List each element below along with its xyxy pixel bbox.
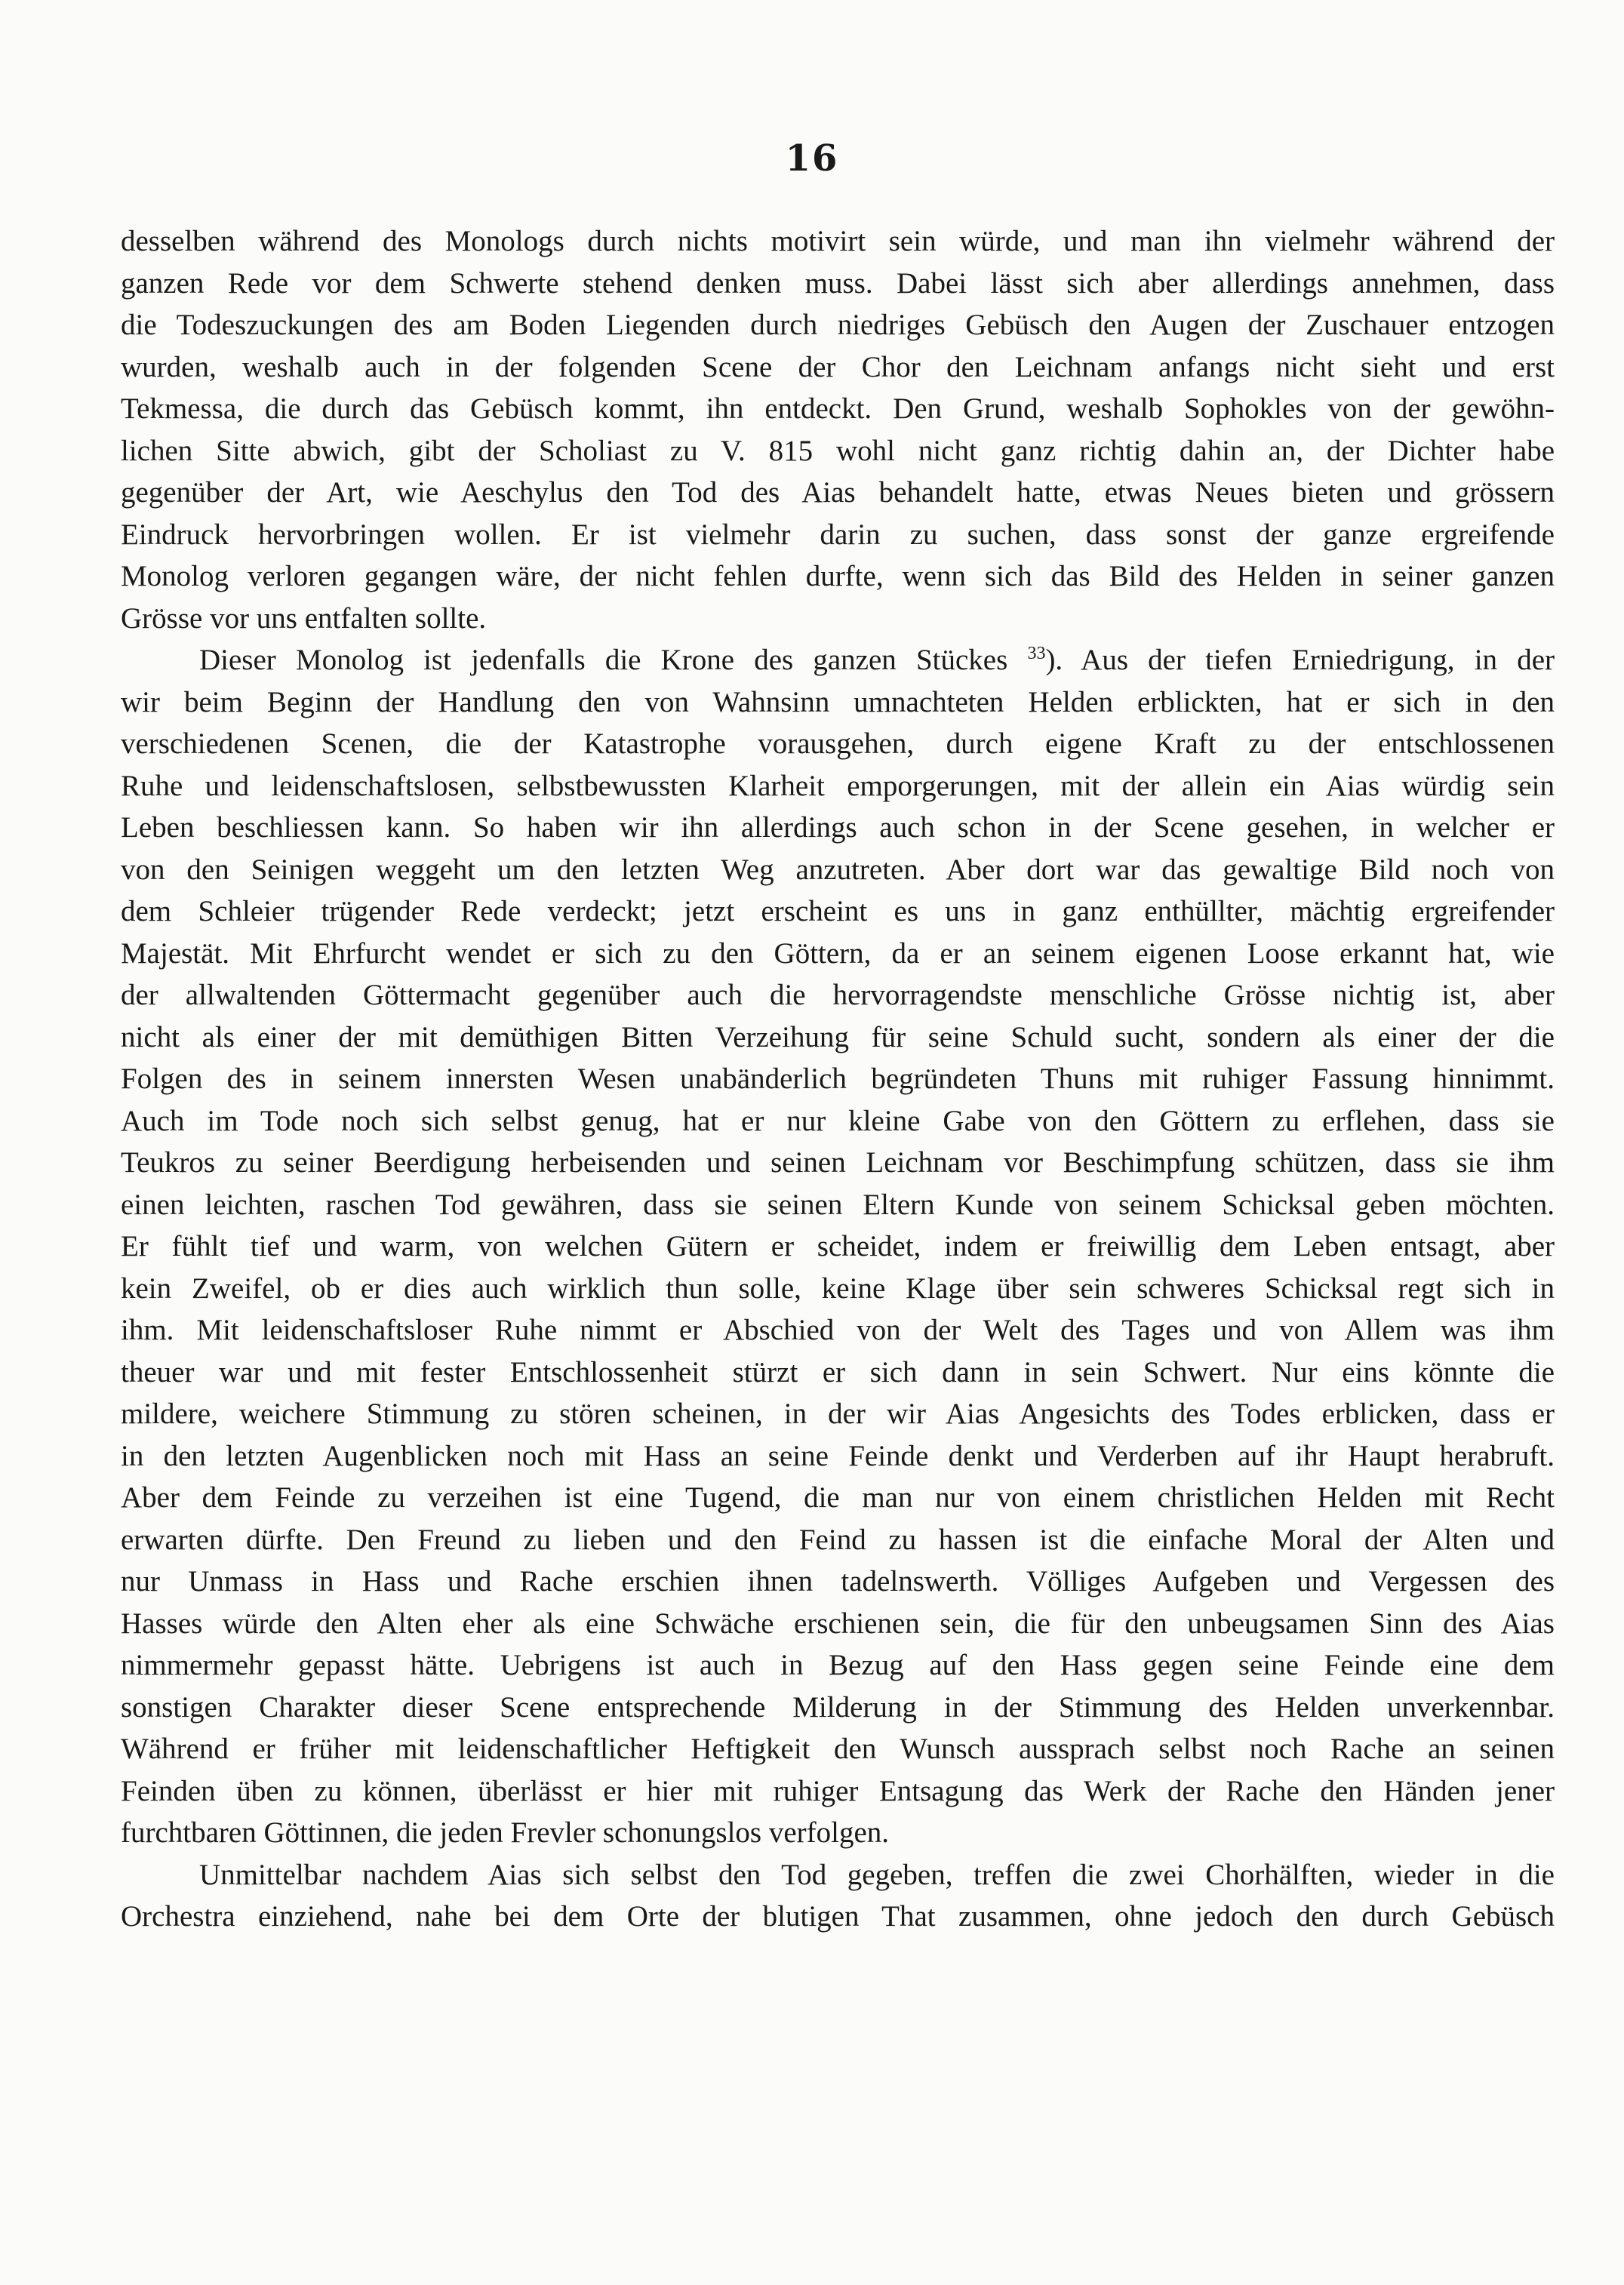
text-line: einen leichten, raschen Tod gewähren, dass sie seinen Eltern Kunde von seinem Schicksal geben möchten. [121,1188,1555,1221]
paragraph-end-line: furchtbaren Göttinnen, die jeden Frevler schonungslos verfolgen. [121,1816,890,1849]
text-line: Ruhe und leidenschaftslosen, selbstbewussten Klarheit emporgerungen, mit der allein ein Aias würdig sein [121,769,1555,802]
text-line: Monolog verloren gegangen wäre, der nicht fehlen durfte, wenn sich das Bild des Helden in seiner ganzen [121,560,1555,592]
paragraph-end-line: Grösse vor uns entfalten sollte. [121,601,487,635]
text-line: dem Schleier trügender Rede verdeckt; jetzt erscheint es uns in ganz enthüllter, mächtig ergreifender [121,895,1555,927]
text-line: wir beim Beginn der Handlung den von Wahnsinn umnachteten Helden erblickten, hat er sich in den [121,685,1555,718]
text-line: Aber dem Feinde zu verzeihen ist eine Tugend, die man nur von einem christlichen Helden mit Recht [121,1481,1555,1514]
text-line: ihm. Mit leidenschaftsloser Ruhe nimmt er Abschied von der Welt des Tages und von Allem was ihm [121,1314,1555,1346]
text-line: Feinden üben zu können, überlässt er hier mit ruhiger Entsagung das Werk der Rache den Händen jener [121,1774,1555,1807]
text-line: Majestät. Mit Ehrfurcht wendet er sich zu den Göttern, da er an seinem eigenen Loose erkannt hat, wie [121,936,1555,970]
text-line: gegenüber der Art, wie Aeschylus den Tod des Aias behandelt hatte, etwas Neues bieten und grössern [121,476,1555,509]
text-line: Folgen des in seinem innersten Wesen unabänderlich begründeten Thuns mit ruhiger Fassung hinnimmt. [121,1063,1555,1095]
text-line: Teukros zu seiner Beerdigung herbeisenden und seinen Leichnam vor Beschimpfung schützen, dass sie ihm [121,1146,1555,1179]
text-line: in den letzten Augenblicken noch mit Hass an seine Feinde denkt und Verderben auf ihr Haupt herabruft. [121,1439,1555,1472]
text-line: sonstigen Charakter dieser Scene entsprechende Milderung in der Stimmung des Helden unverkennbar. [121,1690,1555,1724]
text-line: lichen Sitte abwich, gibt der Scholiast zu V. 815 wohl nicht ganz richtig dahin an, der Dichter habe [121,434,1555,467]
text-line: erwarten dürfte. Den Freund zu lieben und den Feind zu hassen ist die einfache Moral der Alten und [121,1523,1555,1556]
text-line: nur Unmass in Hass und Rache erschien ihnen tadelnswerth. Völliges Aufgeben und Vergessen des [121,1565,1555,1598]
text-line: Während er früher mit leidenschaftlicher Heftigkeit den Wunsch aussprach selbst noch Rache an seinen [121,1733,1555,1765]
text-line: von den Seinigen weggeht um den letzten Weg anzutreten. Aber dort war das gewaltige Bild noch von [121,853,1555,886]
text-line: nimmermehr gepasst hätte. Uebrigens ist auch in Bezug auf den Hass gegen seine Feinde eine dem [121,1649,1555,1681]
text-line: nicht als einer der mit demüthigen Bitten Verzeihung für seine Schuld sucht, sondern als einer der die [121,1020,1555,1053]
text-line: Er fühlt tief und warm, von welchen Gütern er scheidet, indem er freiwillig dem Leben entsagt, aber [121,1230,1555,1262]
text-line: der allwaltenden Göttermacht gegenüber auch die hervorragendste menschliche Grösse nichtig ist, aber [121,979,1555,1011]
text-line: die Todeszuckungen des am Boden Liegenden durch niedriges Gebüsch den Augen der Zuschauer entzogen [121,309,1555,341]
text-line: ganzen Rede vor dem Schwerte stehend denken muss. Dabei lässt sich aber allerdings annehmen, dass [121,266,1555,300]
footnote-reference: 33 [1027,644,1046,663]
text-line: theuer war und mit fester Entschlossenheit stürzt er sich dann in sein Schwert. Nur eins könnte die [121,1355,1555,1389]
text-line: mildere, weichere Stimmung zu stören scheinen, in der wir Aias Angesichts des Todes erblicken, dass er [121,1398,1555,1430]
text-line: Hasses würde den Alten eher als eine Schwäche erschienen sein, die für den unbeugsamen Sinn des Aias [121,1607,1555,1640]
text-line: verschiedenen Scenen, die der Katastrophe vorausgehen, durch eigene Kraft zu der entschlossenen [121,727,1555,760]
text-line: Orchestra einziehend, nahe bei dem Orte der blutigen That zusammen, ohne jedoch den durch Gebüsch [121,1900,1555,1933]
text-segment: Dieser Monolog ist jedenfalls die Krone des ganzen Stückes [199,644,1008,676]
text-segment: ). Aus der tiefen Erniedrigung, in der [1045,644,1555,676]
text-line: Auch im Tode noch sich selbst genug, hat er nur kleine Gabe von den Göttern zu erflehen, dass sie [121,1104,1555,1137]
text-line: kein Zweifel, ob er dies auch wirklich thun solle, keine Klage über sein schweres Schicksal regt sich in [121,1272,1555,1305]
main-text [121,220,1555,1938]
paragraph-start-line [121,639,1555,681]
text-line: desselben während des Monologs durch nichts motivirt sein würde, und man ihn vielmehr während der [121,225,1555,257]
text-line: Tekmessa, die durch das Gebüsch kommt, ihn entdeckt. Den Grund, weshalb Sophokles von der gewöhn- [121,392,1555,425]
text-line: Leben beschliessen kann. So haben wir ihn allerdings auch schon in der Scene gesehen, in welcher er [121,811,1555,844]
paragraph-start-line: Unmittelbar nachdem Aias sich selbst den Tod gegeben, treffen die zwei Chorhälften, wieder in die [199,1858,1555,1891]
text-line: Eindruck hervorbringen wollen. Er ist vielmehr darin zu suchen, dass sonst der ganze ergreifende [121,518,1555,551]
text-line: wurden, weshalb auch in der folgenden Scene der Chor den Leichnam anfangs nicht sieht und erst [121,350,1555,383]
page-number: 16 [785,137,839,180]
